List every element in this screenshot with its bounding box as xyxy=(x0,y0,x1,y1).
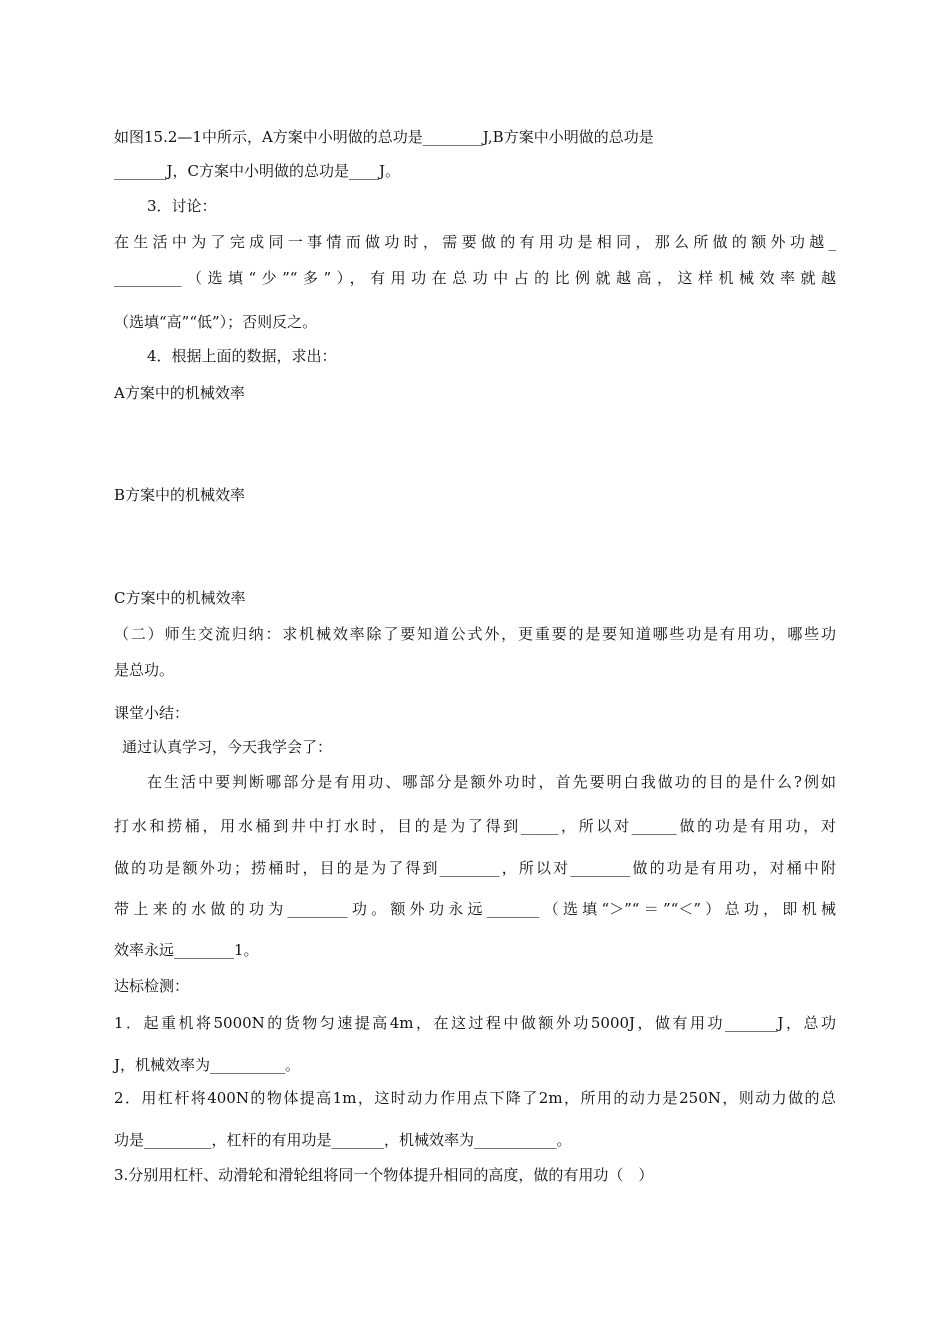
exercise-3-line-1: 3.分别用杠杆、动滑轮和滑轮组将同一个物体提升相同的高度，做的有用功（ ） xyxy=(114,1166,654,1184)
exercise-1-line-2: J，机械效率为__________。 xyxy=(114,1056,301,1074)
q3-line-3: （选填“高”“低”）；否则反之。 xyxy=(114,313,318,331)
class-summary-heading: 课堂小结： xyxy=(114,704,190,722)
q3-line-1: 在生活中为了完成同一事情而做功时，需要做的有用功是相同，那么所做的额外功越_ xyxy=(114,233,836,251)
q2-line-2: _______J，C方案中小明做的总功是____J。 xyxy=(114,162,401,180)
q4-heading: 4．根据上面的数据，求出： xyxy=(147,347,337,365)
assessment-heading: 达标检测： xyxy=(114,977,190,995)
plan-b-efficiency-label: B方案中的机械效率 xyxy=(114,486,246,504)
paragraph-line-5: 效率永远________1。 xyxy=(114,941,259,959)
exercise-2-line-1: 2．用杠杆将400N的物体提高1m，这时动力作用点下降了2m，所用的动力是250N，则动力做的总 xyxy=(114,1089,836,1107)
q3-heading: 3．讨论： xyxy=(147,197,217,215)
summary-line-1: （二）师生交流归纳：求机械效率除了要知道公式外，更重要的是要知道哪些功是有用功，哪些功 xyxy=(114,625,836,643)
q3-line-2: _________（选填“少”“多”），有用功在总功中占的比例就越高，这样机械效率就越 xyxy=(114,269,836,287)
exercise-2-line-2: 功是_________，杠杆的有用功是_______，机械效率为___________。 xyxy=(114,1131,572,1149)
q2-line-1: 如图15.2—1中所示，A方案中小明做的总功是________J,B方案中小明做的总功是 xyxy=(114,128,654,146)
summary-line-2: 是总功。 xyxy=(114,661,175,679)
paragraph-line-1: 在生活中要判断哪部分是有用功、哪部分是额外功时，首先要明白我做功的目的是什么?例如 xyxy=(147,773,836,791)
exercise-1-line-1: 1．起重机将5000N的货物匀速提高4m，在这过程中做额外功5000J，做有用功_______J，总功 xyxy=(114,1014,836,1032)
plan-c-efficiency-label: C方案中的机械效率 xyxy=(114,589,246,607)
class-summary-intro: 通过认真学习，今天我学会了： xyxy=(122,738,333,756)
plan-a-efficiency-label: A方案中的机械效率 xyxy=(114,384,245,402)
paragraph-line-3: 做的功是额外功；捞桶时，目的是为了得到________，所以对________做的功是有用功，对桶中附 xyxy=(114,859,836,877)
paragraph-line-4: 带上来的水做的功为________功。额外功永远_______（选填“＞”“＝”“＜”）总功，即机械 xyxy=(114,900,836,918)
paragraph-line-2: 打水和捞桶，用水桶到井中打水时，目的是为了得到_____，所以对______做的功是有用功，对 xyxy=(114,817,836,835)
